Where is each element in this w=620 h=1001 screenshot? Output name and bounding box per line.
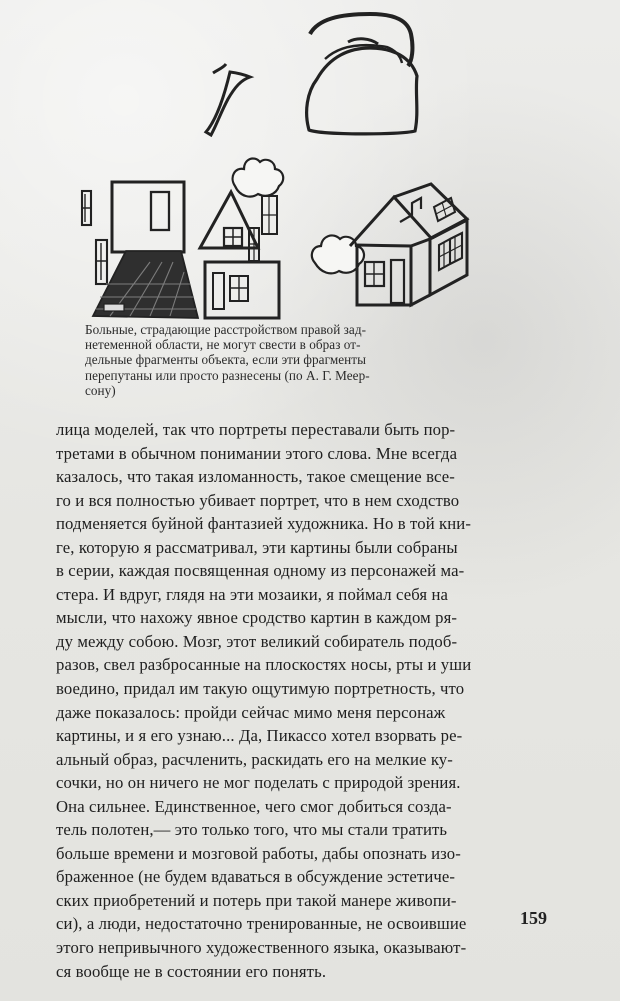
gable-window-grid [224, 228, 242, 246]
teapot-spout-fragment [206, 72, 250, 135]
house-front-window-grid [365, 262, 384, 286]
illustration-sketches [78, 14, 498, 329]
page-number: 159 [520, 908, 547, 928]
middle-window-grid [230, 276, 248, 301]
figure-caption: Больные, страдающие расстройством правой зад- нетеменной области, не могут свести в образ от- дельные фрагменты объекта, если эти фрагменты перепутаны или просто разнесены (по А. Г. Меер- сону) [85, 322, 370, 398]
house-roof-front [350, 197, 431, 246]
kettle-knob [348, 39, 378, 44]
house-door-fragment [151, 192, 169, 230]
window-fragment-left-grid [82, 194, 91, 222]
main-paragraph: лица моделей, так что портреты переставали быть пор- третами в обычном понимании этого слова. Мне всегда казалось, что такая изломанность, такое смещение все- го и вся полностью убивает портрет, что в нем сходство подменяется буйной фантазией художника. Но в той кни- ге, которую я рассматривал, эти картины были собраны в серии, каждая посвященная одному из персонажей ма- стера. И вдруг, глядя на эти мозаики, я поймал себя на мысли, что нахожу явное сродство картин в каждом ря- ду между собою. Мозг, этот великий собиратель подоб- разов, свел разбросанные на плоскостях носы, рты и уши воедино, придал им такую ощутимую портретность, что даже показалось: пройди сейчас мимо меня персонаж картины, и я его узнаю... Да, Пикассо хотел взорвать ре- альный образ, расчленить, раскидать его на мелкие ку- сочки, но он ничего не мог поделать с природой зрения. Она сильнее. Единственное, чего смог добиться созда- тель полотен,— это только того, что мы стали тратить больше времени и мозговой работы, дабы опознать изо- браженное (не будем вдаваться в обсуждение эстетиче- ских приобретений и потерь при такой манере живопи- си), а люди, недостаточно тренированные, не освоившие этого непривычного художественного языка, оказывают- ся вообще не в состоянии его понять. [56, 420, 472, 981]
house-dormer [400, 198, 421, 222]
tall-window-grid [262, 196, 277, 234]
fragment-illustrations [78, 14, 498, 329]
door-slot-left [213, 273, 224, 309]
house-wall-fragment [112, 182, 184, 252]
house-front-door [391, 260, 404, 303]
teapot-spout-tip [213, 64, 226, 73]
window-fragment-mid-grid [96, 243, 107, 280]
roof-fragment-patch [104, 304, 124, 311]
house-side-corner [411, 239, 430, 305]
chimney-smoke-top [233, 158, 284, 196]
